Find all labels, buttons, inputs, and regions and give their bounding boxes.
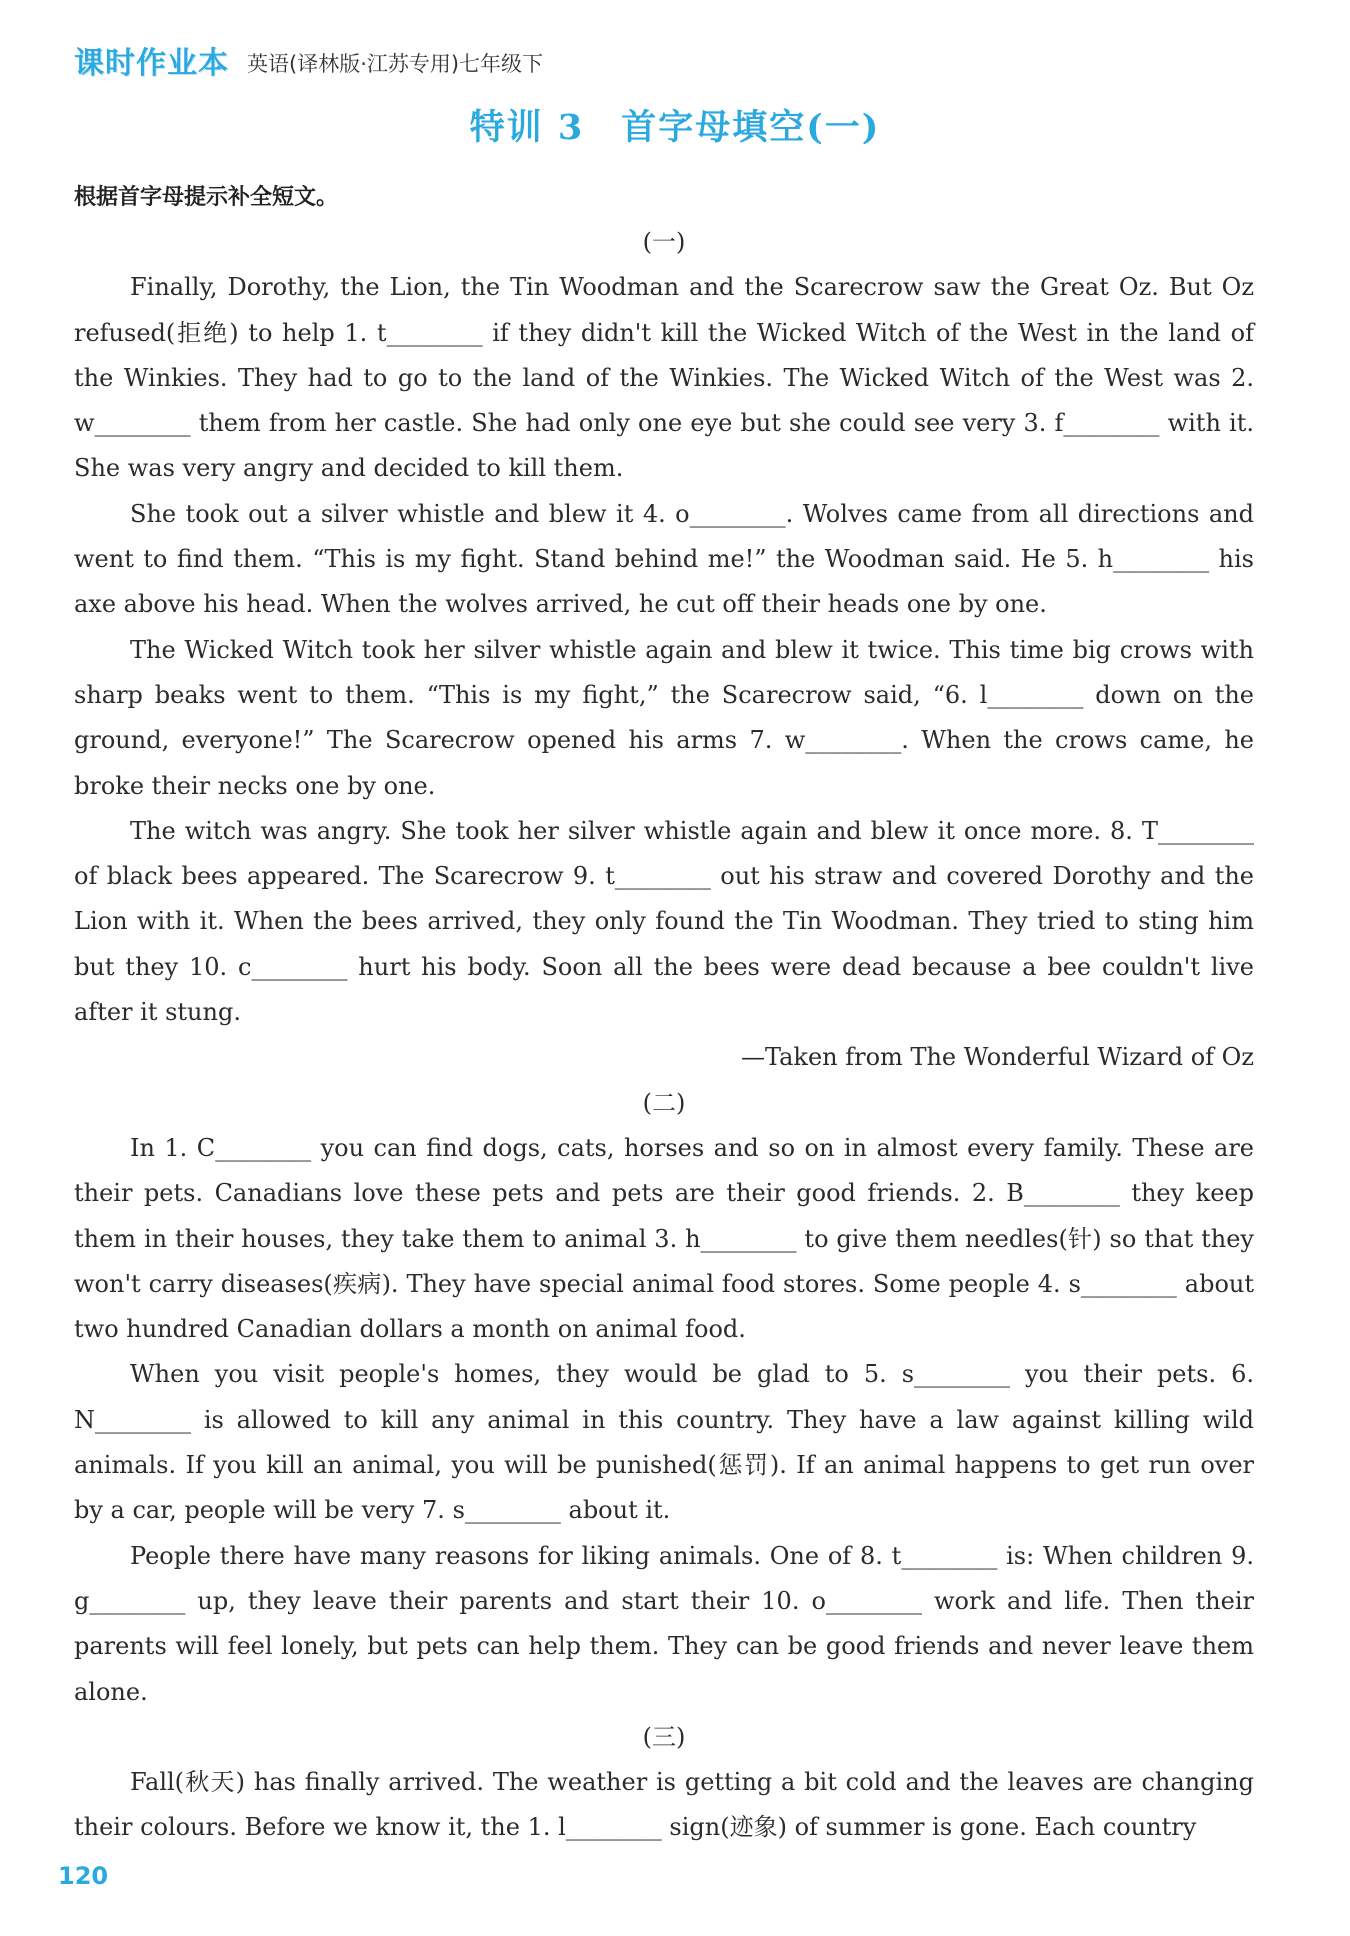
page-title: 特训 3 首字母填空(一) [469,107,881,148]
page-header [74,38,543,82]
instruction: 根据首字母提示补全短文。 [74,185,339,210]
book-subject: 英语(译林版·江苏专用)七年级下 [247,52,544,76]
passage-paragraph: She took out a silver whistle and blew it 4. o________. Wolves came from all directions and went to find them. “This is my fight. Stand behind me!” the Woodman said. He 5. h________ his axe above his head. When the wolves arrived, he cut off their heads one by one. [74,499,1254,619]
passage-paragraph: The witch was angry. She took her silver whistle again and blew it once more. 8. T________ of black bees appeared. The Scarecrow 9. t________ out his straw and covered Dorothy and the Lion with it. When the bees arrived, they only found the Tin Woodman. They tried to sting him but they 10. c________ hurt his body. Soon all the bees were dead because a bee couldn't live after it stung. [74,816,1254,1027]
passage-paragraph: The Wicked Witch took her silver whistle again and blew it twice. This time big crows with sharp beaks went to them. “This is my fight,” the Scarecrow said, “6. l________ down on the ground, everyone!” The Scarecrow opened his arms 7. w________. When the crows came, he broke their necks one by one. [74,635,1254,800]
section-heading: (一) [642,228,686,256]
passage-content [74,220,1254,1851]
passage-paragraph: When you visit people's homes, they would be glad to 5. s________ you their pets. 6. N________ is allowed to kill any animal in this country. They have a law against killing wild animals. If you kill an animal, you will be punished(惩罚). If an animal happens to get run over by a car, people will be very 7. s________ about it. [74,1360,1254,1525]
passage-paragraph: Fall(秋天) has finally arrived. The weather is getting a bit cold and the leaves are changing their colours. Before we know it, the 1. l________ sign(迹象) of summer is gone. Each country [74,1768,1254,1842]
source-credit: —Taken from The Wonderful Wizard of Oz [740,1043,1254,1072]
page-number: 120 [58,1862,109,1890]
section-heading: (三) [642,1722,686,1751]
passage-paragraph: People there have many reasons for liking animals. One of 8. t________ is: When children 9. g________ up, they leave their parents and start their 10. o________ work and life. Then their parents will feel lonely, but pets can help them. They can be good friends and never leave them alone. [74,1541,1254,1706]
section-heading: (二) [642,1088,686,1117]
brand-logo-text: 课时作业本 [74,46,229,81]
passage-paragraph: In 1. C________ you can find dogs, cats, horses and so on in almost every family. These are their pets. Canadians love these pets and pets are their good friends. 2. B________ they keep them in their houses, they take them to animal 3. h________ to give them needles(针) so that they won't carry diseases(疾病). They have special animal food stores. Some people 4. s________ about two hundred Canadian dollars a month on animal food. [74,1133,1254,1344]
passage-paragraph: Finally, Dorothy, the Lion, the Tin Woodman and the Scarecrow saw the Great Oz. But Oz refused(拒绝) to help 1. t________ if they didn't kill the Wicked Witch of the West in the land of the Winkies. They had to go to the land of the Winkies. The Wicked Witch of the West was 2. w________ them from her castle. She had only one eye but she could see very 3. f________ with it. She was very angry and decided to kill them. [74,273,1254,483]
